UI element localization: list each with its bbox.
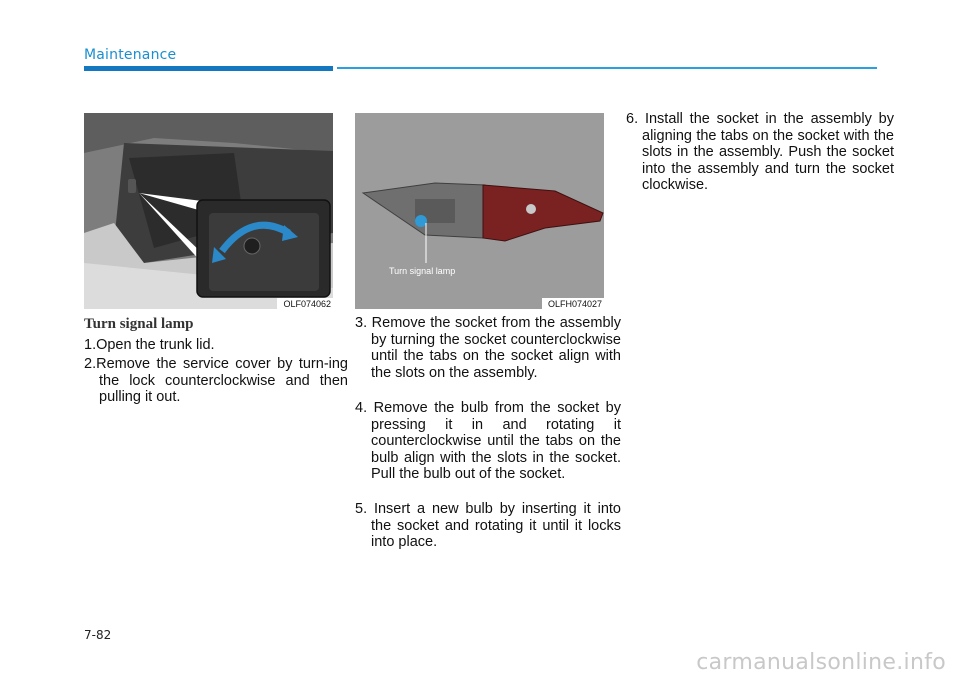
section-title: Maintenance [84, 47, 177, 63]
step-3: 3. Remove the socket from the assembly by turning the socket counterclockwise until the tabs on the socket align with the slots on the assembly. [355, 315, 621, 381]
figure-code: OLFH074027 [542, 298, 604, 309]
header-rule-light [337, 67, 877, 69]
page-number: 7-82 [84, 628, 112, 642]
step-1: 1.Open the trunk lid. [84, 337, 215, 353]
step-4: 4. Remove the bulb from the socket by pressing it in and rotating it counterclockwise until the tabs on the bulb align with the slots in the socket. Pull the bulb out of the socket. [355, 400, 621, 483]
step-5: 5. Insert a new bulb by inserting it into the socket and rotating it until it locks into place. [355, 501, 621, 551]
tail-lamp-figure [355, 113, 604, 309]
header-rule-dark [84, 66, 333, 71]
trunk-figure [84, 113, 333, 309]
step-6: 6. Install the socket in the assembly by aligning the tabs on the socket with the slots in the assembly. Push the socket into the assembly and turn the socket clockwise. [626, 111, 894, 194]
section-heading: Turn signal lamp [84, 316, 194, 332]
trunk-illustration [84, 113, 333, 309]
turn-signal-callout: Turn signal lamp [389, 266, 456, 276]
tail-lamp-illustration [355, 113, 604, 309]
step-2: 2.Remove the service cover by turn-ing the lock counterclockwise and then pulling it out. [84, 356, 348, 406]
figure-code: OLF074062 [277, 298, 333, 309]
watermark: carmanualsonline.info [696, 650, 946, 675]
